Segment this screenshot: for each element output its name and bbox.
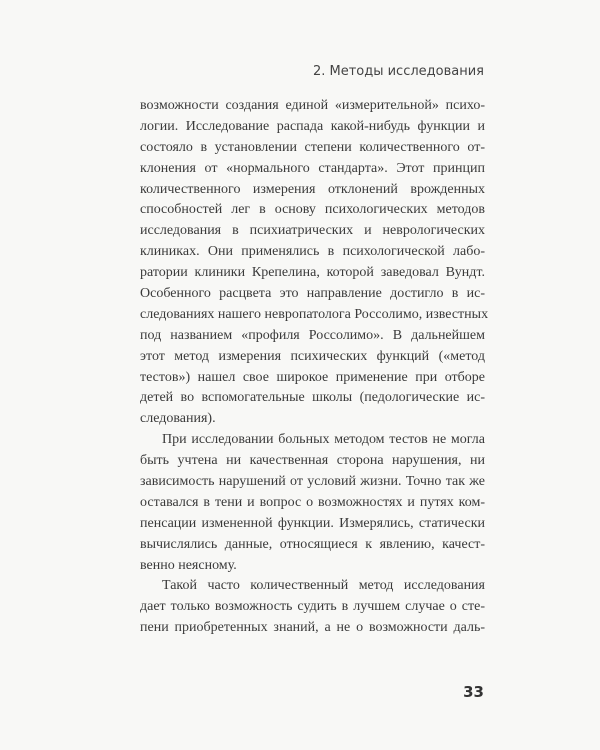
text-line: При исследовании больных методом тестов не могла [162,432,485,448]
text-line: тестов») нашел свое широкое применение при отборе [140,369,485,385]
body-text [140,96,489,639]
text-line: детей во вспомогательные школы (педологические ис- [140,390,485,406]
text-line: под названием «профиля Россолимо». В дальнейшем [140,327,485,343]
text-line: возможности создания единой «измерительной» психо- [140,98,485,113]
text-line: быть учтена ни качественная сторона нарушения, ни [140,453,485,469]
running-header: 2. Методы исследования [312,64,484,79]
text-line: пенсации измененной функции. Измерялись, статически [140,515,485,531]
text-line: оставался в тени и вопрос о возможностях и путях ком- [140,494,485,510]
text-line: дает только возможность судить в лучшем случае о сте- [140,599,485,615]
text-line: ратории клиники Крепелина, которой заведовал Вундт. [140,265,485,281]
text-line: пени приобретенных знаний, а не о возможности даль- [140,620,485,636]
text-line: клиниках. Они применялись в психологической лабо- [140,244,485,260]
text-line: следования). [140,411,216,427]
text-line: этот метод измерения психических функций («метод [140,348,485,364]
paragraph [140,430,485,576]
text-line: венно неясному. [140,557,237,573]
text-line: исследования в психиатрических и неврологических [140,223,485,239]
text-line: состояло в установлении степени количественного от- [140,139,485,155]
paragraph [140,576,485,639]
text-line: Такой часто количественный метод исследования [162,578,485,594]
paragraph [140,96,489,430]
text-line: клонения от «нормального стандарта». Этот принцип [140,160,485,176]
text-line: количественного измерения отклонений врожденных [140,181,485,197]
text-line: зависимость нарушений от условий жизни. Точно так же [140,474,485,490]
text-line: Особенного расцвета это направление достигло в ис- [140,286,485,302]
text-line: способностей лег в основу психологических методов [140,202,485,218]
text-line: следованиях нашего невропатолога Россолимо, известных [140,306,489,322]
text-line: логии. Исследование распада какой-нибудь функции и [140,118,485,134]
page-number: 33 [463,683,484,701]
text-line: вычислялись данные, относящиеся к явлению, качест- [140,536,485,552]
